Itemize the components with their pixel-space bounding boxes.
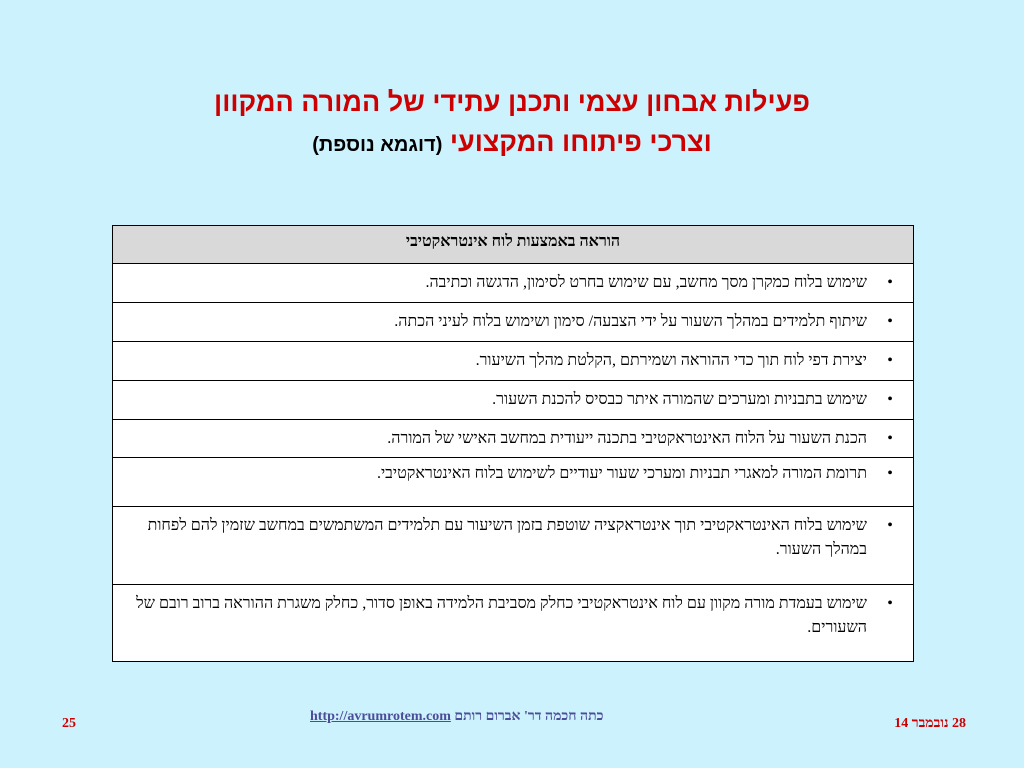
title-line-1: פעילות אבחון עצמי ותכנן עתידי של המורה המקוון	[214, 87, 810, 117]
row-text: שימוש בלוח כמקרן מסך מחשב, עם שימוש בחרט לסימון, הדגשה וכתיבה.	[425, 274, 867, 291]
row-text: הכנת השעור על הלוח האינטראקטיבי בתכנה ייעודית במחשב האישי של המורה.	[387, 430, 867, 447]
footer-author: כתה חכמה דר' אברום רותם	[454, 709, 604, 724]
table-row	[113, 381, 914, 420]
table-row	[113, 342, 914, 381]
table-row	[113, 303, 914, 342]
row-text: שימוש בתבניות ומערכים שהמורה איתר כבסיס להכנת השעור.	[492, 391, 867, 408]
table-cell	[113, 381, 914, 420]
footer-date: 28 נובמבר 14	[894, 716, 966, 731]
bullet-icon: •	[887, 391, 893, 408]
table-row	[113, 420, 914, 458]
row-text: שימוש בלוח האינטראקטיבי תוך אינטראקציה שוטפת בזמן השיעור עם תלמידים המשתמשים במחשב שזמין להם לפחות במהלך השעור.	[147, 517, 867, 558]
bullet-icon: •	[887, 313, 893, 330]
bullet-icon: •	[887, 595, 893, 612]
title-line-2-wrapper	[0, 122, 1024, 165]
table-cell	[113, 585, 914, 662]
table-header: הוראה באמצעות לוח אינטראקטיבי	[113, 226, 914, 264]
bullet-icon: •	[887, 430, 893, 447]
skills-table	[112, 225, 914, 662]
row-text: שיתוף תלמידים במהלך השעור על ידי הצבעה/ סימון ושימוש בלוח לעיני הכתה.	[394, 313, 867, 330]
table-header-row	[113, 226, 914, 264]
table-row	[113, 507, 914, 585]
table-cell	[113, 507, 914, 585]
table-cell	[113, 303, 914, 342]
row-text: שימוש בעמדת מורה מקוון עם לוח אינטראקטיבי כחלק מסביבת הלמידה באופן סדור, כחלק משגרת ההוראה ברוב רובם של השעורים.	[136, 595, 867, 636]
table-cell	[113, 342, 914, 381]
slide-title	[0, 82, 1024, 165]
table-row	[113, 585, 914, 662]
footer-url-link[interactable]: http://avrumrotem.com	[310, 709, 451, 724]
page-number: 25	[62, 716, 76, 731]
title-note: (דוגמא נוספת)	[312, 134, 443, 156]
bullet-icon: •	[887, 274, 893, 291]
bullet-icon: •	[887, 517, 893, 534]
footer-credit	[310, 709, 710, 725]
table-cell	[113, 458, 914, 507]
bullet-icon: •	[887, 465, 893, 482]
table-row	[113, 458, 914, 507]
bullet-icon: •	[887, 352, 893, 369]
table-cell	[113, 420, 914, 458]
row-text: יצירת דפי לוח תוך כדי ההוראה ושמירתם ,הקלטת מהלך השיעור.	[475, 352, 867, 369]
table-row	[113, 264, 914, 303]
row-text: תרומת המורה למאגרי תבניות ומערכי שעור יעודיים לשימוש בלוח האינטראקטיבי.	[376, 465, 867, 482]
table-cell	[113, 264, 914, 303]
title-line-2: וצרכי פיתוחו המקצועי	[449, 127, 712, 157]
